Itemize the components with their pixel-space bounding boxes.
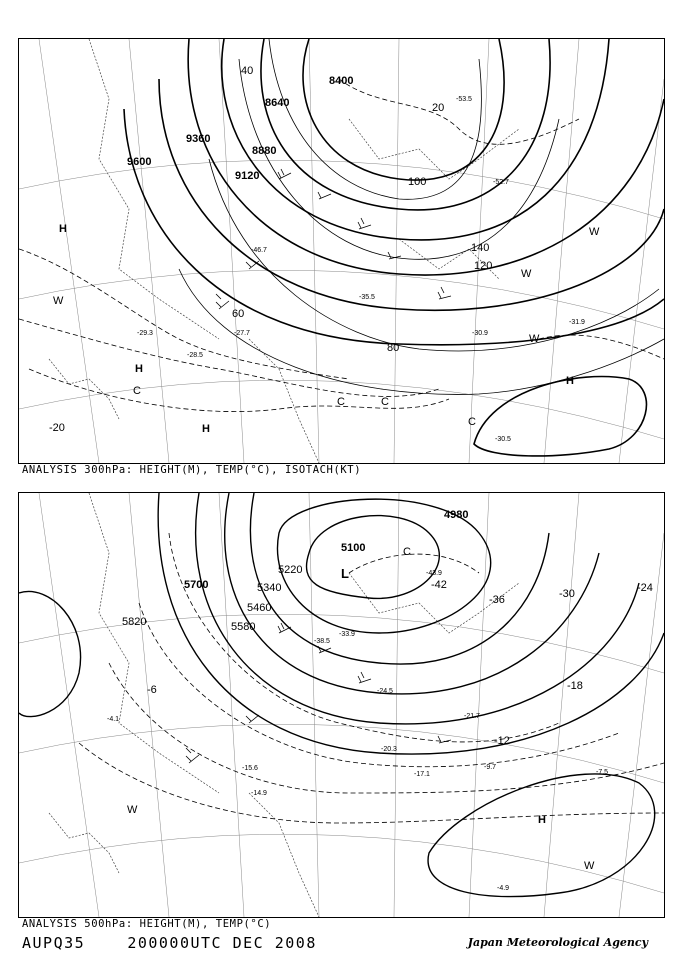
chart-code-line (22, 934, 317, 952)
station-value: -4.1 (107, 716, 120, 723)
temp-label: -20 (49, 422, 65, 434)
height-label: 5340 (257, 582, 282, 594)
height-label: 8880 (252, 145, 277, 157)
temp-label: -28.5 (187, 352, 203, 359)
height-label: 5460 (247, 602, 272, 614)
map-500hpa (18, 492, 665, 918)
station-value: -14.9 (251, 790, 267, 797)
coastlines (49, 493, 519, 917)
wind-barbs (216, 169, 451, 309)
height-label: 5220 (278, 564, 303, 576)
temp-label: -29.3 (137, 330, 153, 337)
isotach-label: 140 (471, 242, 490, 254)
caption-500hpa: ANALYSIS 500hPa: HEIGHT(M), TEMP(°C) (22, 918, 272, 930)
temp-label: -30.9 (472, 330, 488, 337)
isotherm-label: -24 (637, 582, 653, 594)
height-label: 9600 (127, 156, 152, 168)
warm-center: W (127, 804, 138, 816)
caption-300hpa: ANALYSIS 300hPa: HEIGHT(M), TEMP(°C), ISOTACH(KT) (22, 464, 362, 476)
station-value: -38.5 (314, 638, 330, 645)
height-label: 8400 (329, 75, 354, 87)
temp-label: -35.5 (359, 294, 375, 301)
height-label: 5700 (184, 579, 209, 591)
low-center: L (341, 566, 349, 581)
isotach-label: 60 (232, 308, 245, 320)
cold-center: C (468, 416, 476, 428)
isotherm-label: -30 (559, 588, 575, 600)
warm-center: W (584, 860, 595, 872)
cold-center: C (403, 546, 411, 558)
isotherm-label: -18 (567, 680, 583, 692)
station-value: -9.7 (484, 764, 497, 771)
temp-label: -27.7 (234, 330, 250, 337)
chart-code: AUPQ35 (22, 934, 86, 952)
isotach-label: 120 (474, 260, 493, 272)
temp-label: -31.9 (569, 319, 585, 326)
station-value: -33.9 (339, 631, 355, 638)
isotherms (79, 533, 664, 823)
isotach-label: 40 (241, 65, 254, 77)
chart-time: 200000UTC DEC 2008 (127, 934, 317, 952)
agency-name: Japan Meteorological Agency (467, 936, 648, 949)
isotherm-label: -6 (147, 684, 157, 696)
height-contours (124, 39, 664, 345)
station-value: -15.6 (242, 765, 258, 772)
height-label: 5100 (341, 542, 366, 554)
height-label: 5580 (231, 621, 256, 633)
high-center: H (202, 423, 210, 435)
isotherm-label: -36 (489, 594, 505, 606)
cold-center: C (381, 396, 389, 408)
station-value: -24.5 (377, 688, 393, 695)
temp-label: -30.5 (495, 436, 511, 443)
warm-center: W (521, 268, 532, 280)
warm-center: W (53, 295, 64, 307)
station-value: -7.5 (596, 769, 609, 776)
height-label: 5820 (122, 616, 147, 628)
graticule (19, 493, 664, 917)
warm-center: W (529, 333, 540, 345)
high-center: H (538, 814, 546, 826)
isotherm-label: -42 (431, 579, 447, 591)
height-label: 9360 (186, 133, 211, 145)
high-center: H (135, 363, 143, 375)
temp-label: -53.5 (456, 96, 472, 103)
warm-center: W (589, 226, 600, 238)
map-500hpa-canvas (19, 493, 664, 917)
station-value: -4.9 (497, 885, 510, 892)
temp-label: -52.7 (493, 179, 509, 186)
temp-label: -46.7 (251, 247, 267, 254)
isotherms (19, 79, 664, 412)
map-300hpa (18, 38, 665, 464)
station-value: -43.9 (426, 570, 442, 577)
station-value: -20.3 (381, 746, 397, 753)
height-label: 9120 (235, 170, 260, 182)
isotach-label: 100 (408, 176, 427, 188)
isotach-label: 80 (387, 342, 400, 354)
isotach-label: 20 (432, 102, 445, 114)
isotherm-label: -12 (494, 735, 510, 747)
station-value: -17.1 (414, 771, 430, 778)
map-300hpa-canvas (19, 39, 664, 463)
high-center: H (566, 375, 574, 387)
station-value: -21.7 (464, 713, 480, 720)
height-label: 8640 (265, 97, 290, 109)
cold-center: C (133, 385, 141, 397)
high-center: H (59, 223, 67, 235)
height-label: 4980 (444, 509, 469, 521)
cold-center: C (337, 396, 345, 408)
